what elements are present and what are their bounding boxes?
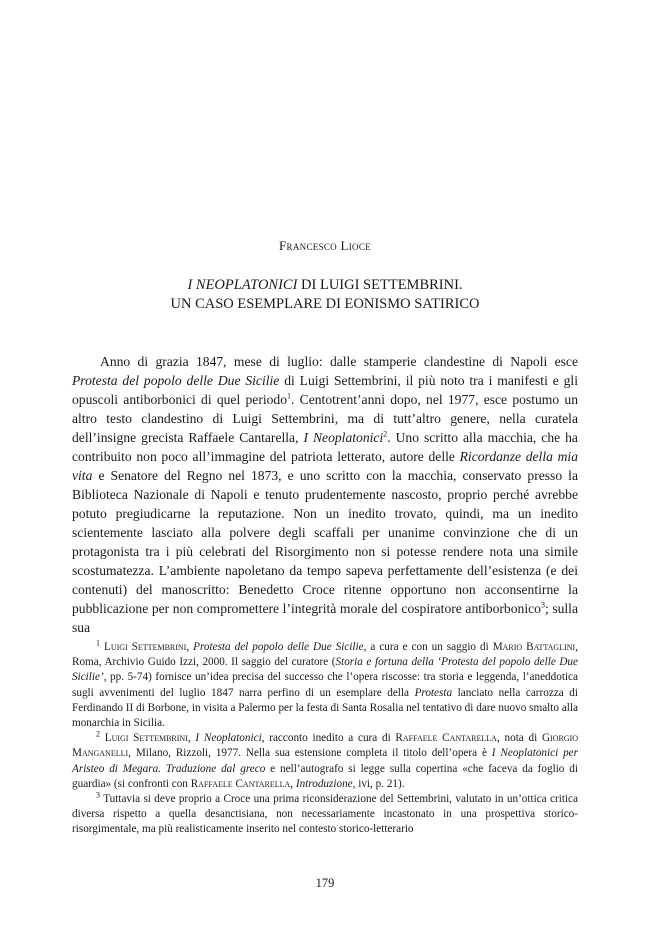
footnote-author: Luigi Settembrini <box>103 641 187 653</box>
footnote-number: 2 <box>96 729 100 739</box>
footnotes <box>72 640 578 838</box>
page-number: 179 <box>315 876 335 890</box>
body-italic-title: I Neoplatonici <box>303 430 384 445</box>
footnote-text: , <box>187 732 196 745</box>
body-text <box>72 352 578 637</box>
body-text-span: di Luigi Settembrini, il più noto tra i manifesti e gli opuscoli antiborbonici di quel periodo <box>72 373 578 407</box>
footnote-number: 1 <box>96 638 100 648</box>
footnote-author: Raffaele Cantarella <box>395 732 497 745</box>
footnote-italic: Storia e fortuna della ‘Protesta del popolo delle Due Sicilie’ <box>72 656 578 684</box>
body-text-span: e Senatore del Regno nel 1873, e uno scritto con la macchia, conservato presso la Biblioteca Nazionale di Napoli e tenuto prudentemente nascosto, proprio perché avrebbe potuto pregiudicarne la reputazione. Non un inedito trovato, quindi, ma un inedito scientemente lasciato alla polvere degli scaffali per unanime convinzione che di un protagonista tra i più celebrati del Risorgimento non si potesse rendere nota una simile scostumatezza. L’ambiente napoletano da tempo sapeva perfettamente dell’esistenza (e dei contenuti) del manoscritto: Benedetto Croce ritenne opportuno non acconsentirne la pubblicazione per non compromettere l’integrità morale del cospiratore antiborbonico <box>72 468 578 616</box>
footnote-text: , racconto inedito a cura di <box>261 732 396 745</box>
footnote-ref-1: 1 <box>287 391 292 401</box>
article-title <box>0 276 650 314</box>
footnote-text: , ivi, p. 21). <box>352 777 405 790</box>
body-italic-title: Ricordanze della mia vita <box>72 449 578 483</box>
author-name: Francesco Lioce <box>279 238 371 253</box>
body-text-span: Anno di grazia 1847, mese di luglio: dalle stamperie clandestine di Napoli esce <box>100 354 578 369</box>
title-line-1 <box>0 276 650 295</box>
body-text-span: . Centotrent’anni dopo, nel 1977, esce postumo un altro testo clandestino di Luigi Settembrini, ma di tutt’altro genere, nella curatela dell’insigne grecista Raffaele Cantarella, <box>72 392 578 445</box>
footnote-text: , <box>290 777 296 790</box>
footnote-italic: I Neoplatonici per Aristeo di Megara. Traduzione dal greco <box>72 747 578 775</box>
footnote-italic: Introduzione <box>295 777 353 790</box>
footnote-italic: Protesta <box>414 686 453 699</box>
footnote-text: lanciato nella carrozza di Ferdinando II di Borbone, in visita a Palermo per la festa di Santa Rosalia nel tentativo di dare nuovo smalto alla monarchia in Sicilia. <box>72 686 578 730</box>
body-paragraph <box>72 352 578 637</box>
footnote-text: e nell’autografo si legge sulla copertina «che faceva da foglio di guardia» (si confronti con <box>72 762 578 790</box>
footnote-number: 3 <box>96 790 100 800</box>
footnote-text: , pp. 5-74) fornisce un’idea precisa del successo che l’opera riscosse: tra storia e leggenda, l’aneddotica sugli avvenimenti del luglio 1847 narra perfino di un esemplare della <box>72 671 578 699</box>
footnote-ref-2: 2 <box>383 429 388 439</box>
footnote-text: Tuttavia si deve proprio a Croce una prima riconsiderazione del Settembrini, valutato in un’ottica critica diversa rispetto a quella desanctisiana, non necessariamente incastonato in una prospettiva storico-risorgimentale, ma più realisticamente inserito nel contesto storico-letterario <box>72 793 578 836</box>
footnote-text: , <box>186 641 194 653</box>
footnote-text: , nota di <box>496 732 542 745</box>
title-line-1-rest: DI LUIGI SETTEMBRINI. <box>297 277 463 293</box>
body-text-span: . Uno scritto alla macchia, che ha contribuito non poco all’immagine del patriota letterato, autore delle <box>72 430 578 464</box>
footnote-1 <box>72 640 578 731</box>
title-line-2: UN CASO ESEMPLARE DI EONISMO SATIRICO <box>170 296 480 312</box>
footnote-author: Luigi Settembrini <box>104 732 188 745</box>
body-italic-title: Protesta del popolo delle Due Sicilie <box>72 373 280 388</box>
footnote-text: , Roma, Archivio Guido Izzi, 2000. Il saggio del curatore ( <box>72 641 578 669</box>
footnote-author: Raffaele Cantarella <box>190 777 291 790</box>
footnote-italic: I Neoplatonici <box>195 732 262 745</box>
footnote-ref-3: 3 <box>540 600 545 610</box>
footnote-author: Giorgio Manganelli <box>72 732 579 760</box>
footnote-text: , a cura e con un saggio di <box>363 641 493 653</box>
footnote-italic: Protesta del popolo delle Due Sicilie <box>193 641 364 653</box>
title-italic: I NEOPLATONICI <box>187 277 298 293</box>
footnote-author: Mario Battaglini <box>492 641 576 653</box>
footnote-2 <box>72 731 578 792</box>
body-text-span: ; sulla sua <box>72 601 578 635</box>
footnote-text: , Milano, Rizzoli, 1977. Nella sua estensione completa il titolo dell’opera è <box>128 747 492 760</box>
footnote-3 <box>72 792 578 838</box>
